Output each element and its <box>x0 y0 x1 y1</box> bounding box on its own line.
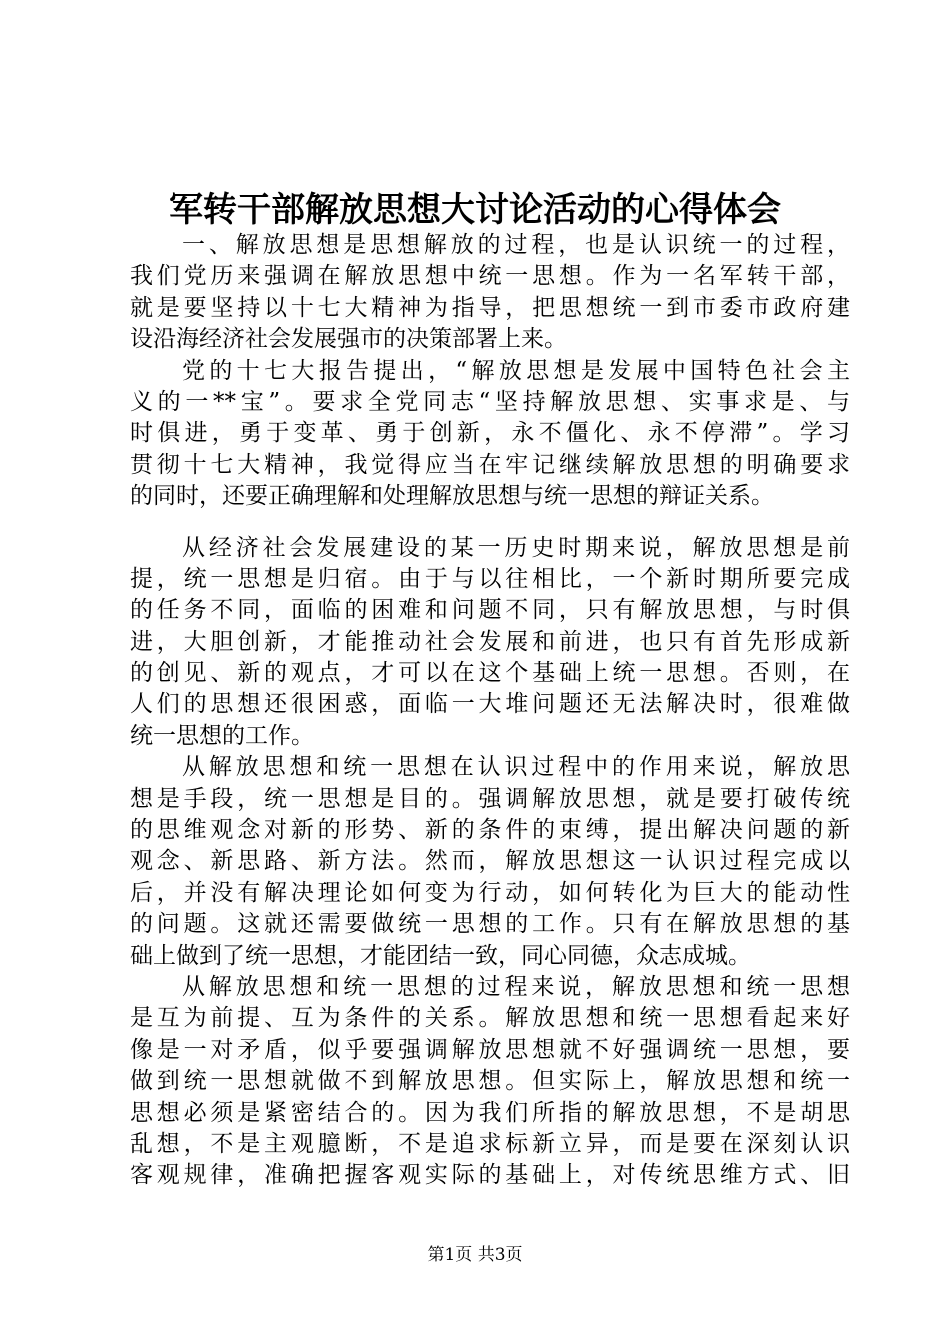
text-line: 的思维观念对新的形势、新的条件的束缚，提出解决问题的新 <box>130 817 850 844</box>
text-line: 提，统一思想是归宿。由于与以往相比，一个新时期所要完成 <box>130 565 850 592</box>
document-title: 军转干部解放思想大讨论活动的心得体会 <box>169 190 781 230</box>
text-line: 客观规律，准确把握客观实际的基础上，对传统思维方式、旧 <box>130 1162 850 1189</box>
text-line: 是互为前提、互为条件的关系。解放思想和统一思想看起来好 <box>130 1005 850 1032</box>
text-line: 乱想，不是主观臆断，不是追求标新立异，而是要在深刻认识 <box>130 1130 850 1157</box>
text-line: 想是手段，统一思想是目的。强调解放思想，就是要打破传统 <box>130 785 850 812</box>
text-line: 从解放思想和统一思想的过程来说，解放思想和统一思想 <box>182 973 850 1000</box>
text-line: 后，并没有解决理论如何变为行动，如何转化为巨大的能动性 <box>130 879 850 906</box>
text-line: 设沿海经济社会发展强市的决策部署上来。 <box>130 326 567 353</box>
text-line: 观念、新思路、新方法。然而，解放思想这一认识过程完成以 <box>130 848 850 875</box>
text-line: 从解放思想和统一思想在认识过程中的作用来说，解放思 <box>182 754 850 781</box>
text-line: 思想必须是紧密结合的。因为我们所指的解放思想，不是胡思 <box>130 1099 850 1126</box>
text-line: 进，大胆创新，才能推动社会发展和前进，也只有首先形成新 <box>130 628 850 655</box>
text-line: 础上做到了统一思想，才能团结一致，同心同德，众志成城。 <box>130 942 751 969</box>
text-line: 义的一**宝”。要求全党同志“坚持解放思想、实事求是、与 <box>130 388 850 415</box>
text-line: 党的十七大报告提出，“解放思想是发展中国特色社会主 <box>182 357 850 384</box>
text-line: 一、解放思想是思想解放的过程，也是认识统一的过程， <box>182 232 850 258</box>
text-line: 我们党历来强调在解放思想中统一思想。作为一名军转干部， <box>130 263 850 290</box>
page-footer: 第1页 共3页 <box>427 1245 523 1265</box>
text-line: 时俱进，勇于变革、勇于创新，永不僵化、永不停滞”。学习 <box>130 420 850 447</box>
text-line: 做到统一思想就做不到解放思想。但实际上，解放思想和统一 <box>130 1068 850 1095</box>
text-line: 贯彻十七大精神，我觉得应当在牢记继续解放思想的明确要求 <box>130 451 850 478</box>
paragraph-spacer <box>130 513 850 533</box>
text-line: 就是要坚持以十七大精神为指导，把思想统一到市委市政府建 <box>130 294 850 321</box>
text-line: 从经济社会发展建设的某一历史时期来说，解放思想是前 <box>182 534 850 561</box>
text-line: 人们的思想还很困惑，面临一大堆问题还无法解决时，很难做 <box>130 691 850 718</box>
text-line: 的同时，还要正确理解和处理解放思想与统一思想的辩证关系。 <box>130 483 774 510</box>
document-body <box>130 230 850 1192</box>
text-line: 的任务不同，面临的困难和问题不同，只有解放思想，与时俱 <box>130 597 850 624</box>
text-line: 统一思想的工作。 <box>130 722 314 749</box>
text-line: 像是一对矛盾，似乎要强调解放思想就不好强调统一思想，要 <box>130 1036 850 1063</box>
text-line: 的问题。这就还需要做统一思想的工作。只有在解放思想的基 <box>130 911 850 938</box>
text-line: 的创见、新的观点，才可以在这个基础上统一思想。否则，在 <box>130 660 850 687</box>
